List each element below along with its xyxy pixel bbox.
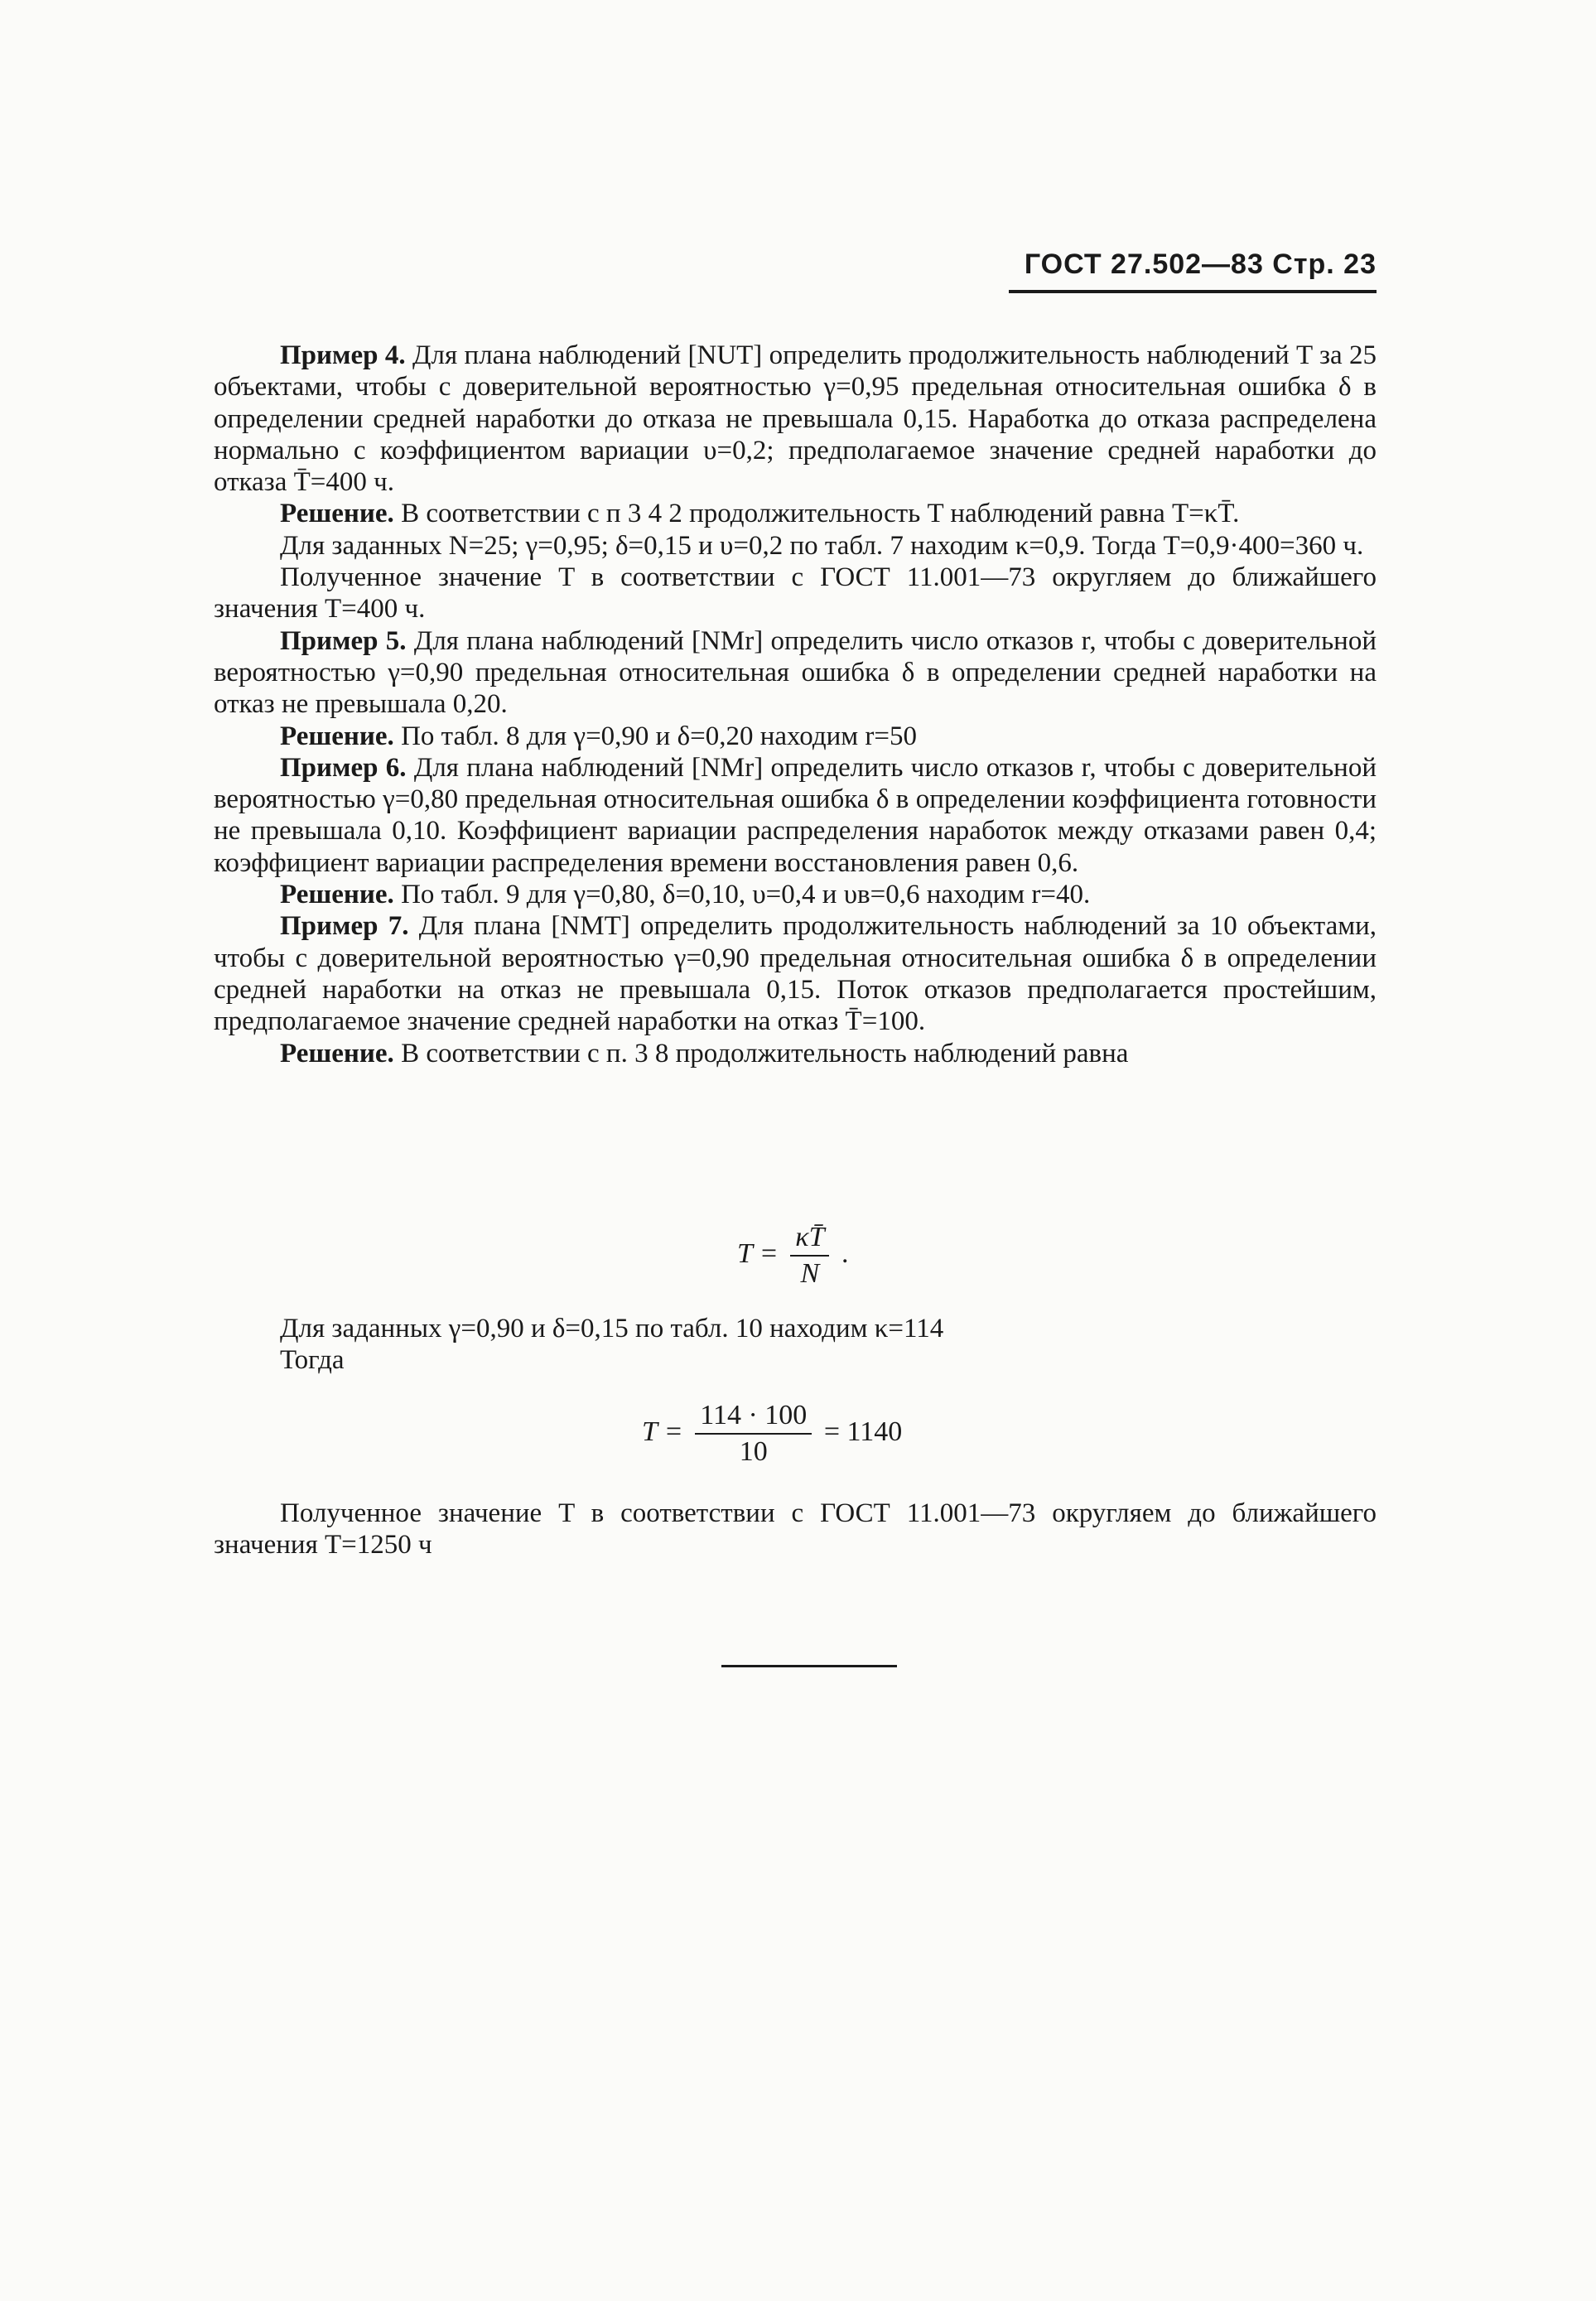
final-text: Полученное значение T в соответствии с ГОСТ 11.001—73 округляем до ближайшего значения T=1250 ч — [214, 1498, 1377, 1561]
example-6-text: Для плана наблюдений [NMr] определить число отказов r, чтобы с доверительной вероятностью γ=0,80 предельная относительная ошибка δ в определении коэффициента готовности не превышала 0,10. Коэффициент вариации распределения наработок между отказами равен 0,4; коэффициент вариации распределения времени восстановления равен 0,6. — [214, 752, 1377, 878]
final-paragraph — [214, 1498, 1377, 1561]
formula-1-denominator: N — [800, 1258, 820, 1289]
solution-6-label: Решение. — [280, 880, 394, 910]
solution-4-line3: Полученное значение T в соответствии с ГОСТ 11.001—73 округляем до ближайшего значения T=400 ч. — [214, 562, 1377, 625]
after-formula-1-line1: Для заданных γ=0,90 и δ=0,15 по табл. 10 находим κ=114 — [280, 1314, 944, 1343]
solution-6-text: По табл. 9 для γ=0,80, δ=0,10, υ=0,4 и υв=0,6 находим r=40. — [393, 880, 1091, 910]
solution-4 — [214, 498, 1377, 529]
after-formula-1 — [214, 1313, 1377, 1377]
example-5-text: Для плана наблюдений [NMr] определить число отказов r, чтобы с доверительной вероятностью γ=0,90 предельная относительная ошибка δ в определении средней наработки на отказ не превышала 0,20. — [214, 625, 1377, 720]
solution-5-label: Решение. — [280, 721, 394, 751]
example-5-label: Пример 5. — [280, 625, 407, 656]
solution-4-line2: Для заданных N=25; γ=0,95; δ=0,15 и υ=0,2 по табл. 7 находим κ=0,9. Тогда T=0,9·400=360 ч. — [280, 530, 1364, 561]
formula-2 — [642, 1400, 902, 1468]
solution-4-label: Решение. — [280, 499, 394, 529]
formula-2-numerator: 114 · 100 — [695, 1400, 812, 1435]
solution-6 — [214, 879, 1377, 910]
formula-1 — [737, 1222, 848, 1290]
formula-2-denominator: 10 — [739, 1436, 768, 1467]
formula-1-fraction — [790, 1222, 829, 1290]
solution-7-text: В соответствии с п. 3 8 продолжительность наблюдений равна — [393, 1038, 1129, 1068]
formula-1-numerator: κT̄ — [790, 1222, 829, 1257]
example-5 — [214, 625, 1377, 721]
formula-2-fraction — [695, 1400, 812, 1468]
formula-2-rhs: = 1140 — [823, 1416, 903, 1447]
formula-1-tail: . — [841, 1237, 849, 1269]
example-7-label: Пример 7. — [280, 911, 409, 942]
end-rule — [721, 1665, 897, 1667]
example-6 — [214, 752, 1377, 879]
example-4-text: Для плана наблюдений [NUT] определить продолжительность наблюдений T за 25 объектами, чтобы с доверительной вероятностью γ=0,95 предельная относительная ошибка δ в определении средней наработки до отказа не превышала 0,15. Наработка до отказа распределена нормально с коэффициентом вариации υ=0,2; предполагаемое значение средней наработки до отказа T̄=400 ч. — [214, 340, 1377, 498]
header-rule — [1009, 290, 1377, 293]
example-7 — [214, 910, 1377, 1037]
example-6-label: Пример 6. — [280, 752, 407, 783]
body-text — [214, 340, 1377, 1069]
formula-1-lhs: T = — [737, 1237, 779, 1269]
solution-7 — [214, 1038, 1377, 1069]
formula-2-lhs: T = — [642, 1416, 683, 1447]
example-4 — [214, 340, 1377, 498]
page-header: ГОСТ 27.502—83 Стр. 23 — [1024, 248, 1377, 280]
after-formula-1-line2: Тогда — [280, 1345, 345, 1376]
solution-5-text: По табл. 8 для γ=0,90 и δ=0,20 находим r=50 — [393, 721, 918, 751]
example-4-label: Пример 4. — [280, 340, 406, 370]
example-7-text: Для плана [NMT] определить продолжительность наблюдений за 10 объектами, чтобы с доверительной вероятностью γ=0,90 предельная относительная ошибка δ в определении средней наработки на отказ не превышала 0,15. Поток отказов предполагается простейшим, предполагаемое значение средней наработки на отказ T̄=100. — [214, 911, 1377, 1037]
solution-4-text: В соответствии с п 3 4 2 продолжительность T наблюдений равна T=κT̄. — [393, 499, 1240, 529]
solution-5 — [214, 721, 1377, 752]
solution-7-label: Решение. — [280, 1038, 394, 1068]
